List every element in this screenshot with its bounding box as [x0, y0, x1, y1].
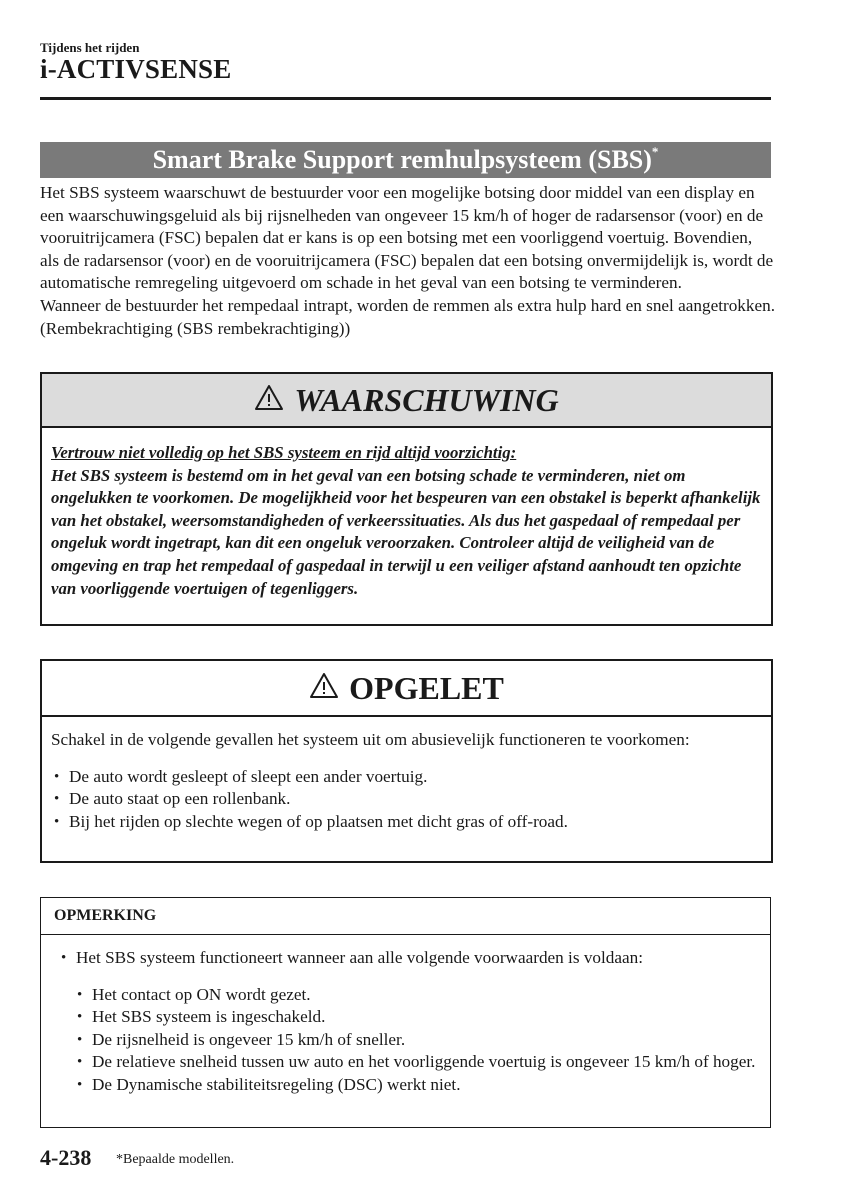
- list-item: • De relatieve snelheid tussen uw auto en het voorliggende voertuig is ongeveer 15 km/h of hoger.: [74, 1051, 760, 1074]
- sbs-title-text: Smart Brake Support remhulpsysteem (SBS): [152, 145, 652, 174]
- intro-paragraph: Het SBS systeem waarschuwt de bestuurder voor een mogelijke botsing door middel van een display en een waarschuwingsgeluid als bij rijsnelheden van ongeveer 15 km/h of hoger de radarsensor (voor) en de vooruitrijcamera (FSC) bepalen dat er kans is op een botsing met een voorliggend voertuig. Bovendien, als de radarsensor (voor) en de vooruitrijcamera (FSC) bepalen dat een botsing onvermijdelijk is, wordt de automatische remregeling uitgevoerd om schade in het geval van een botsing te verminderen.: [40, 183, 774, 293]
- warning-triangle-icon: [254, 384, 284, 417]
- list-item: • De auto wordt gesleept of sleept een ander voertuig.: [51, 766, 761, 789]
- note-title: OPMERKING: [41, 898, 770, 935]
- caution-title: OPGELET: [349, 669, 504, 706]
- intro-paragraph: Wanneer de bestuurder het rempedaal intrapt, worden de remmen als extra hulp hard en snel aangetrokken. (Rembekrachtiging (SBS rembekrachtiging)): [40, 295, 775, 338]
- warning-box: [40, 372, 773, 626]
- note-body: [41, 935, 770, 1097]
- warning-header: [42, 374, 771, 428]
- warning-triangle-icon: [309, 672, 339, 705]
- note-sublist: [58, 984, 760, 1097]
- list-item: • Het contact op ON wordt gezet.: [74, 984, 760, 1007]
- list-item: • Het SBS systeem functioneert wanneer aan alle volgende voorwaarden is voldaan:: [58, 947, 760, 970]
- warning-lead: Vertrouw niet volledig op het SBS systeem en rijd altijd voorzichtig:: [51, 443, 517, 462]
- list-item: • De rijsnelheid is ongeveer 15 km/h of sneller.: [74, 1029, 760, 1052]
- warning-text: Het SBS systeem is bestemd om in het geval van een botsing schade te verminderen, niet om ongelukken te voorkomen. De mogelijkheid voor het bespeuren van een obstakel is beperkt afhankelijk van het obstakel, weersomstandigheden of verkeerssituaties. Als dus het gaspedaal of rempedaal per ongeluk wordt ingetrapt, kan dit een ongeluk veroorzaken. Controleer altijd de veiligheid van de omgeving en trap het rempedaal of gaspedaal in terwijl u een veiliger afstand aanhoudt ten opzichte van voorliggende voertuigen of tegenliggers.: [51, 465, 761, 598]
- footnote: *Bepaalde modellen.: [116, 1152, 235, 1167]
- header-rule: [40, 97, 771, 100]
- sbs-section-title: [40, 142, 771, 178]
- warning-title: WAARSCHUWING: [294, 381, 559, 418]
- page-number: 4-238: [40, 1145, 92, 1170]
- list-item: • Het SBS systeem is ingeschakeld.: [74, 1006, 760, 1029]
- chapter-title: i-ACTIVSENSE: [40, 54, 232, 84]
- sbs-intro: [40, 182, 775, 340]
- list-item: • De auto staat op een rollenbank.: [51, 788, 761, 811]
- warning-body: [42, 428, 771, 600]
- caution-list: [51, 766, 761, 834]
- caution-intro: Schakel in de volgende gevallen het systeem uit om abusievelijk functioneren te voorkomen:: [51, 730, 690, 749]
- list-item: • De Dynamische stabiliteitsregeling (DSC) werkt niet.: [74, 1074, 760, 1097]
- note-box: [40, 897, 771, 1128]
- list-item: • Bij het rijden op slechte wegen of op plaatsen met dicht gras of off-road.: [51, 811, 761, 834]
- caution-box: [40, 659, 773, 863]
- section-label: Tijdens het rijden: [40, 40, 140, 55]
- caution-header: [42, 661, 771, 717]
- caution-body: [42, 717, 771, 833]
- sbs-title-marker: *: [651, 144, 659, 159]
- note-list: [58, 947, 760, 970]
